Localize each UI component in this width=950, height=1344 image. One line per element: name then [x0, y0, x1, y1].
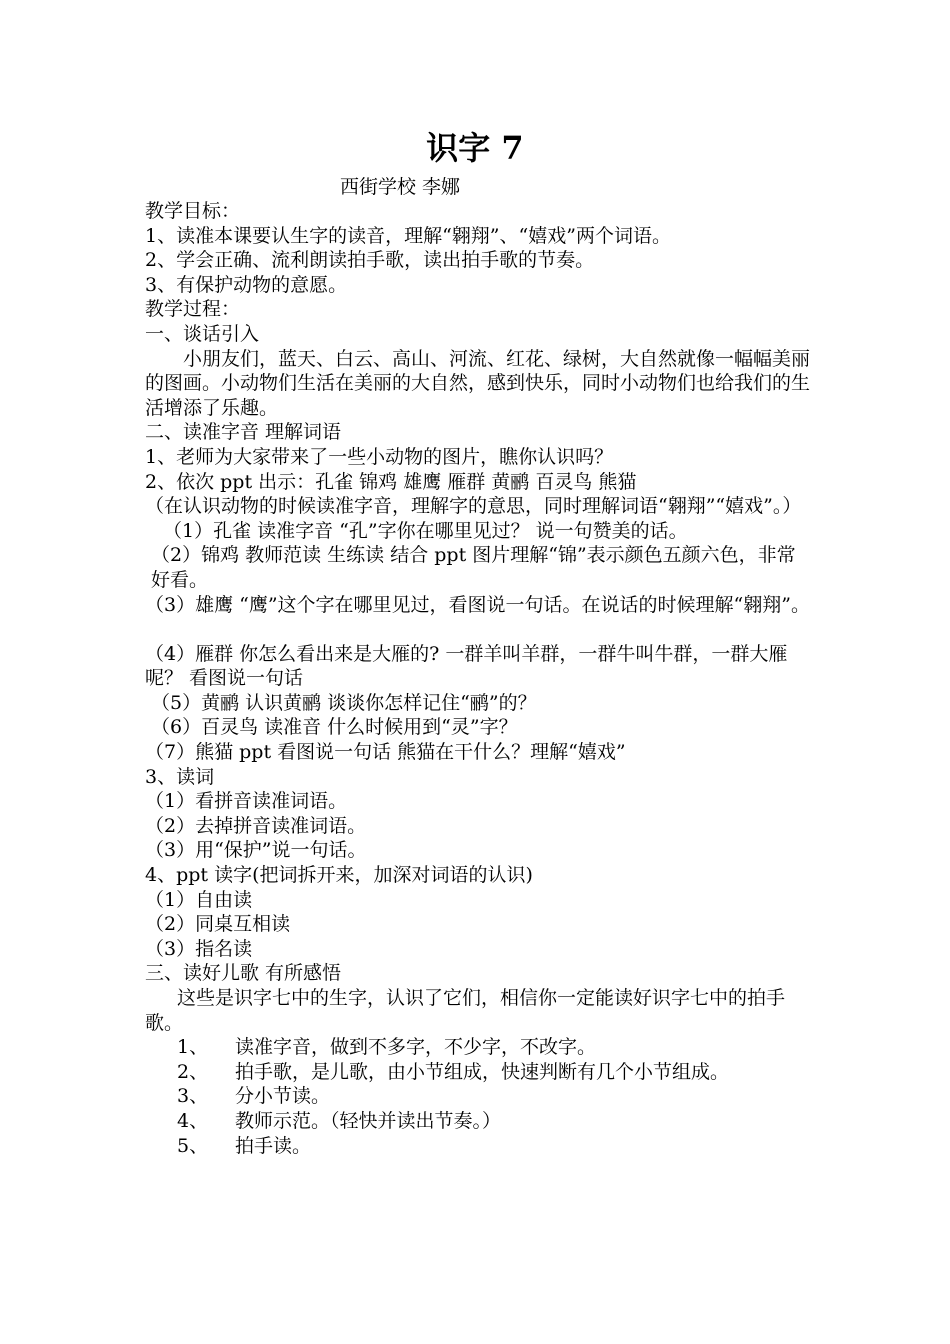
step-text: 拍手读。 — [235, 1134, 312, 1157]
sub-item: （3）雄鹰 “鹰”这个字在哪里见过，看图说一句话。在说话的时候理解“翱翔”。 — [145, 593, 810, 616]
step-text: 分小节读。 — [235, 1085, 331, 1108]
step-text: 教师示范。（轻快并读出节奏。） — [235, 1109, 502, 1132]
sub-item: （6）百灵鸟 读准音 什么时候用到“灵”字？ — [151, 716, 518, 739]
step-text: 拍手歌，是儿歌，由小节组成，快速判断有几个小节组成。 — [235, 1060, 730, 1083]
step-item — [145, 1084, 810, 1109]
section-heading: 教学目标： — [145, 200, 241, 222]
list-item: 2、依次 ppt 出示：孔雀 锦鸡 雄鹰 雁群 黄鹂 百灵鸟 熊猫 — [145, 470, 637, 493]
sub-item: （7）熊猫 ppt 看图说一句话 熊猫在干什么？理解“嬉戏” — [145, 741, 626, 764]
sub-item: （2）去掉拼音读准词语。 — [145, 814, 367, 837]
step-item — [145, 1134, 810, 1159]
sub-item: （4）雁群 你怎么看出来是大雁的? 一群羊叫羊群，一群牛叫牛群，一群大雁呢？ 看图说一句话 — [145, 642, 788, 690]
paragraph: 小朋友们，蓝天、白云、高山、河流、红花、绿树，大自然就像一幅幅美丽的图画。小动物们生活在美丽的大自然，感到快乐，同时小动物们也给我们的生活增添了乐趣。 — [145, 347, 811, 419]
step-number: 2、 — [177, 1060, 209, 1083]
sub-item: （3）指名读 — [145, 937, 253, 960]
document-body — [145, 199, 810, 1158]
document-title: 识字 7 — [426, 129, 524, 167]
sub-item: （3）用“保护”说一句话。 — [145, 839, 367, 862]
paragraph: 这些是识字七中的生字，认识了它们，相信你一定能读好识字七中的拍手歌。 — [145, 987, 786, 1034]
blank-line — [145, 617, 810, 642]
step-number: 3、 — [177, 1085, 209, 1108]
step-text: 读准字音，做到不多字，不少字，不改字。 — [235, 1036, 597, 1059]
sub-item: （2）锦鸡 教师范读 生练读 结合 ppt 图片理解“锦”表示颜色五颜六色，非常好看。 — [151, 544, 796, 591]
step-number: 1、 — [177, 1036, 209, 1059]
document-author: 西街学校 李娜 — [340, 176, 461, 198]
sub-item: （2）同桌互相读 — [145, 913, 291, 936]
sub-item: （1）自由读 — [145, 888, 253, 911]
step-item — [145, 1060, 810, 1085]
objective-item: 2、学会正确、流利朗读拍手歌，读出拍手歌的节奏。 — [145, 249, 595, 272]
note: （在认识动物的时候读准字音，理解字的意思，同时理解词语“翱翔”“嬉戏”。） — [145, 495, 802, 518]
part-heading: 一、谈话引入 — [145, 322, 260, 345]
step-item — [145, 1035, 810, 1060]
sub-item: （1）孔雀 读准字音 “孔”字你在哪里见过？ 说一句赞美的话。 — [163, 519, 688, 542]
step-number: 4、 — [177, 1109, 209, 1132]
step-item — [145, 1109, 810, 1134]
list-item: 4、ppt 读字(把词拆开来，加深对词语的认识) — [145, 864, 533, 887]
list-item: 3、读词 — [145, 765, 215, 788]
step-number: 5、 — [177, 1134, 209, 1157]
section-heading: 教学过程： — [145, 298, 241, 321]
sub-item: （5）黄鹂 认识黄鹂 谈谈你怎样记住“鹂”的？ — [151, 691, 537, 714]
list-item: 1、老师为大家带来了一些小动物的图片，瞧你认识吗？ — [145, 445, 614, 468]
objective-item: 3、有保护动物的意愿。 — [145, 273, 348, 296]
objective-item: 1、读准本课要认生字的读音，理解“翱翔”、“嬉戏”两个词语。 — [145, 224, 671, 247]
sub-item: （1）看拼音读准词语。 — [145, 790, 348, 813]
part-heading: 三、读好儿歌 有所感悟 — [145, 962, 342, 985]
part-heading: 二、读准字音 理解词语 — [145, 421, 342, 444]
